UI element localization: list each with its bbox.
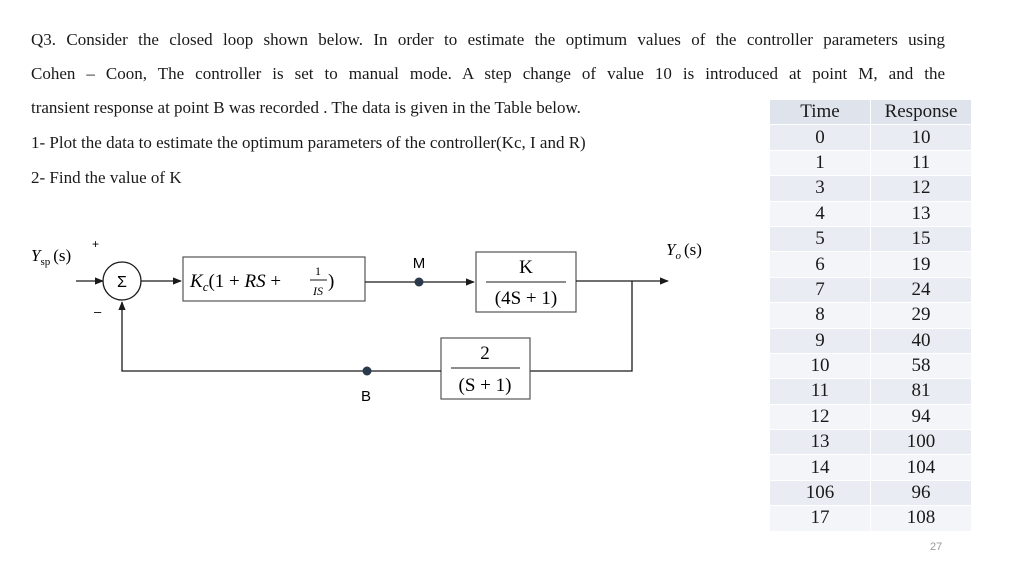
time-cell: 5 bbox=[770, 226, 871, 251]
time-cell: 106 bbox=[770, 480, 871, 505]
time-cell: 12 bbox=[770, 404, 871, 429]
table-row bbox=[770, 176, 972, 201]
time-cell: 14 bbox=[770, 455, 871, 480]
response-cell: 19 bbox=[871, 252, 972, 277]
response-cell: 94 bbox=[871, 404, 972, 429]
table-row bbox=[770, 303, 972, 328]
response-cell: 81 bbox=[871, 379, 972, 404]
question-line-3: transient response at point B was recorded . The data is given in the Table below. bbox=[31, 98, 581, 117]
time-cell: 3 bbox=[770, 176, 871, 201]
feedback-denominator: (S + 1) bbox=[458, 375, 512, 396]
controller-transfer-function: $K_c(1$ + RS + bbox=[190, 271, 282, 294]
response-cell: 40 bbox=[871, 328, 972, 353]
plus-sign: + bbox=[92, 237, 100, 251]
response-data-table bbox=[769, 99, 972, 532]
output-label: $Y_o$ (s) bbox=[666, 240, 702, 262]
time-cell: 8 bbox=[770, 303, 871, 328]
point-b-label: B bbox=[360, 388, 372, 405]
response-cell: 10 bbox=[871, 125, 972, 150]
question-line-2: Cohen – Coon, The controller is set to manual mode. A step change of value 10 is introduced at point M, and the bbox=[31, 64, 945, 83]
table-row bbox=[770, 277, 972, 302]
table-row bbox=[770, 480, 972, 505]
response-cell: 24 bbox=[871, 277, 972, 302]
time-cell: 7 bbox=[770, 277, 871, 302]
table-row bbox=[770, 506, 972, 531]
point-b-marker bbox=[363, 367, 372, 376]
page-number: 27 bbox=[930, 541, 943, 553]
response-cell: 15 bbox=[871, 226, 972, 251]
feedback-return-line bbox=[122, 302, 441, 371]
process-denominator: (4S + 1) bbox=[494, 288, 558, 309]
header-response: Response bbox=[871, 100, 972, 125]
response-cell: 108 bbox=[871, 506, 972, 531]
time-cell: 10 bbox=[770, 353, 871, 378]
process-numerator: K bbox=[519, 257, 533, 278]
response-cell: 13 bbox=[871, 201, 972, 226]
response-cell: 11 bbox=[871, 150, 972, 175]
response-cell: 104 bbox=[871, 455, 972, 480]
time-cell: 13 bbox=[770, 430, 871, 455]
point-m-label: M bbox=[412, 255, 426, 272]
input-label: $Y_{sp}$ (s) bbox=[31, 246, 72, 268]
time-cell: 0 bbox=[770, 125, 871, 150]
time-cell: 11 bbox=[770, 379, 871, 404]
table-row bbox=[770, 252, 972, 277]
response-cell: 100 bbox=[871, 430, 972, 455]
feedback-numerator: 2 bbox=[480, 343, 490, 364]
table-row bbox=[770, 125, 972, 150]
controller-fraction-numerator: 1 bbox=[315, 264, 321, 278]
time-cell: 6 bbox=[770, 252, 871, 277]
response-cell: 12 bbox=[871, 176, 972, 201]
time-cell: 17 bbox=[770, 506, 871, 531]
table-row bbox=[770, 455, 972, 480]
sigma-symbol: Σ bbox=[117, 274, 127, 291]
response-cell: 58 bbox=[871, 353, 972, 378]
question-line-1: Q3. Consider the closed loop shown below. In order to estimate the optimum values of the controller parameters using bbox=[31, 30, 945, 49]
table-row bbox=[770, 226, 972, 251]
table-row bbox=[770, 328, 972, 353]
header-time: Time bbox=[770, 100, 871, 125]
time-cell: 9 bbox=[770, 328, 871, 353]
time-cell: 1 bbox=[770, 150, 871, 175]
time-cell: 4 bbox=[770, 201, 871, 226]
controller-close-paren: ) bbox=[328, 271, 335, 292]
table-row bbox=[770, 404, 972, 429]
minus-sign: – bbox=[94, 304, 102, 319]
controller-fraction-denominator: IS bbox=[313, 284, 323, 298]
table-row bbox=[770, 201, 972, 226]
task-2: 2- Find the value of K bbox=[31, 168, 182, 187]
point-m-marker bbox=[415, 278, 424, 287]
table-row bbox=[770, 379, 972, 404]
table-row bbox=[770, 150, 972, 175]
table-row bbox=[770, 353, 972, 378]
task-1: 1- Plot the data to estimate the optimum parameters of the controller(Kc, I and R) bbox=[31, 133, 586, 152]
response-cell: 96 bbox=[871, 480, 972, 505]
response-cell: 29 bbox=[871, 303, 972, 328]
table-row bbox=[770, 430, 972, 455]
